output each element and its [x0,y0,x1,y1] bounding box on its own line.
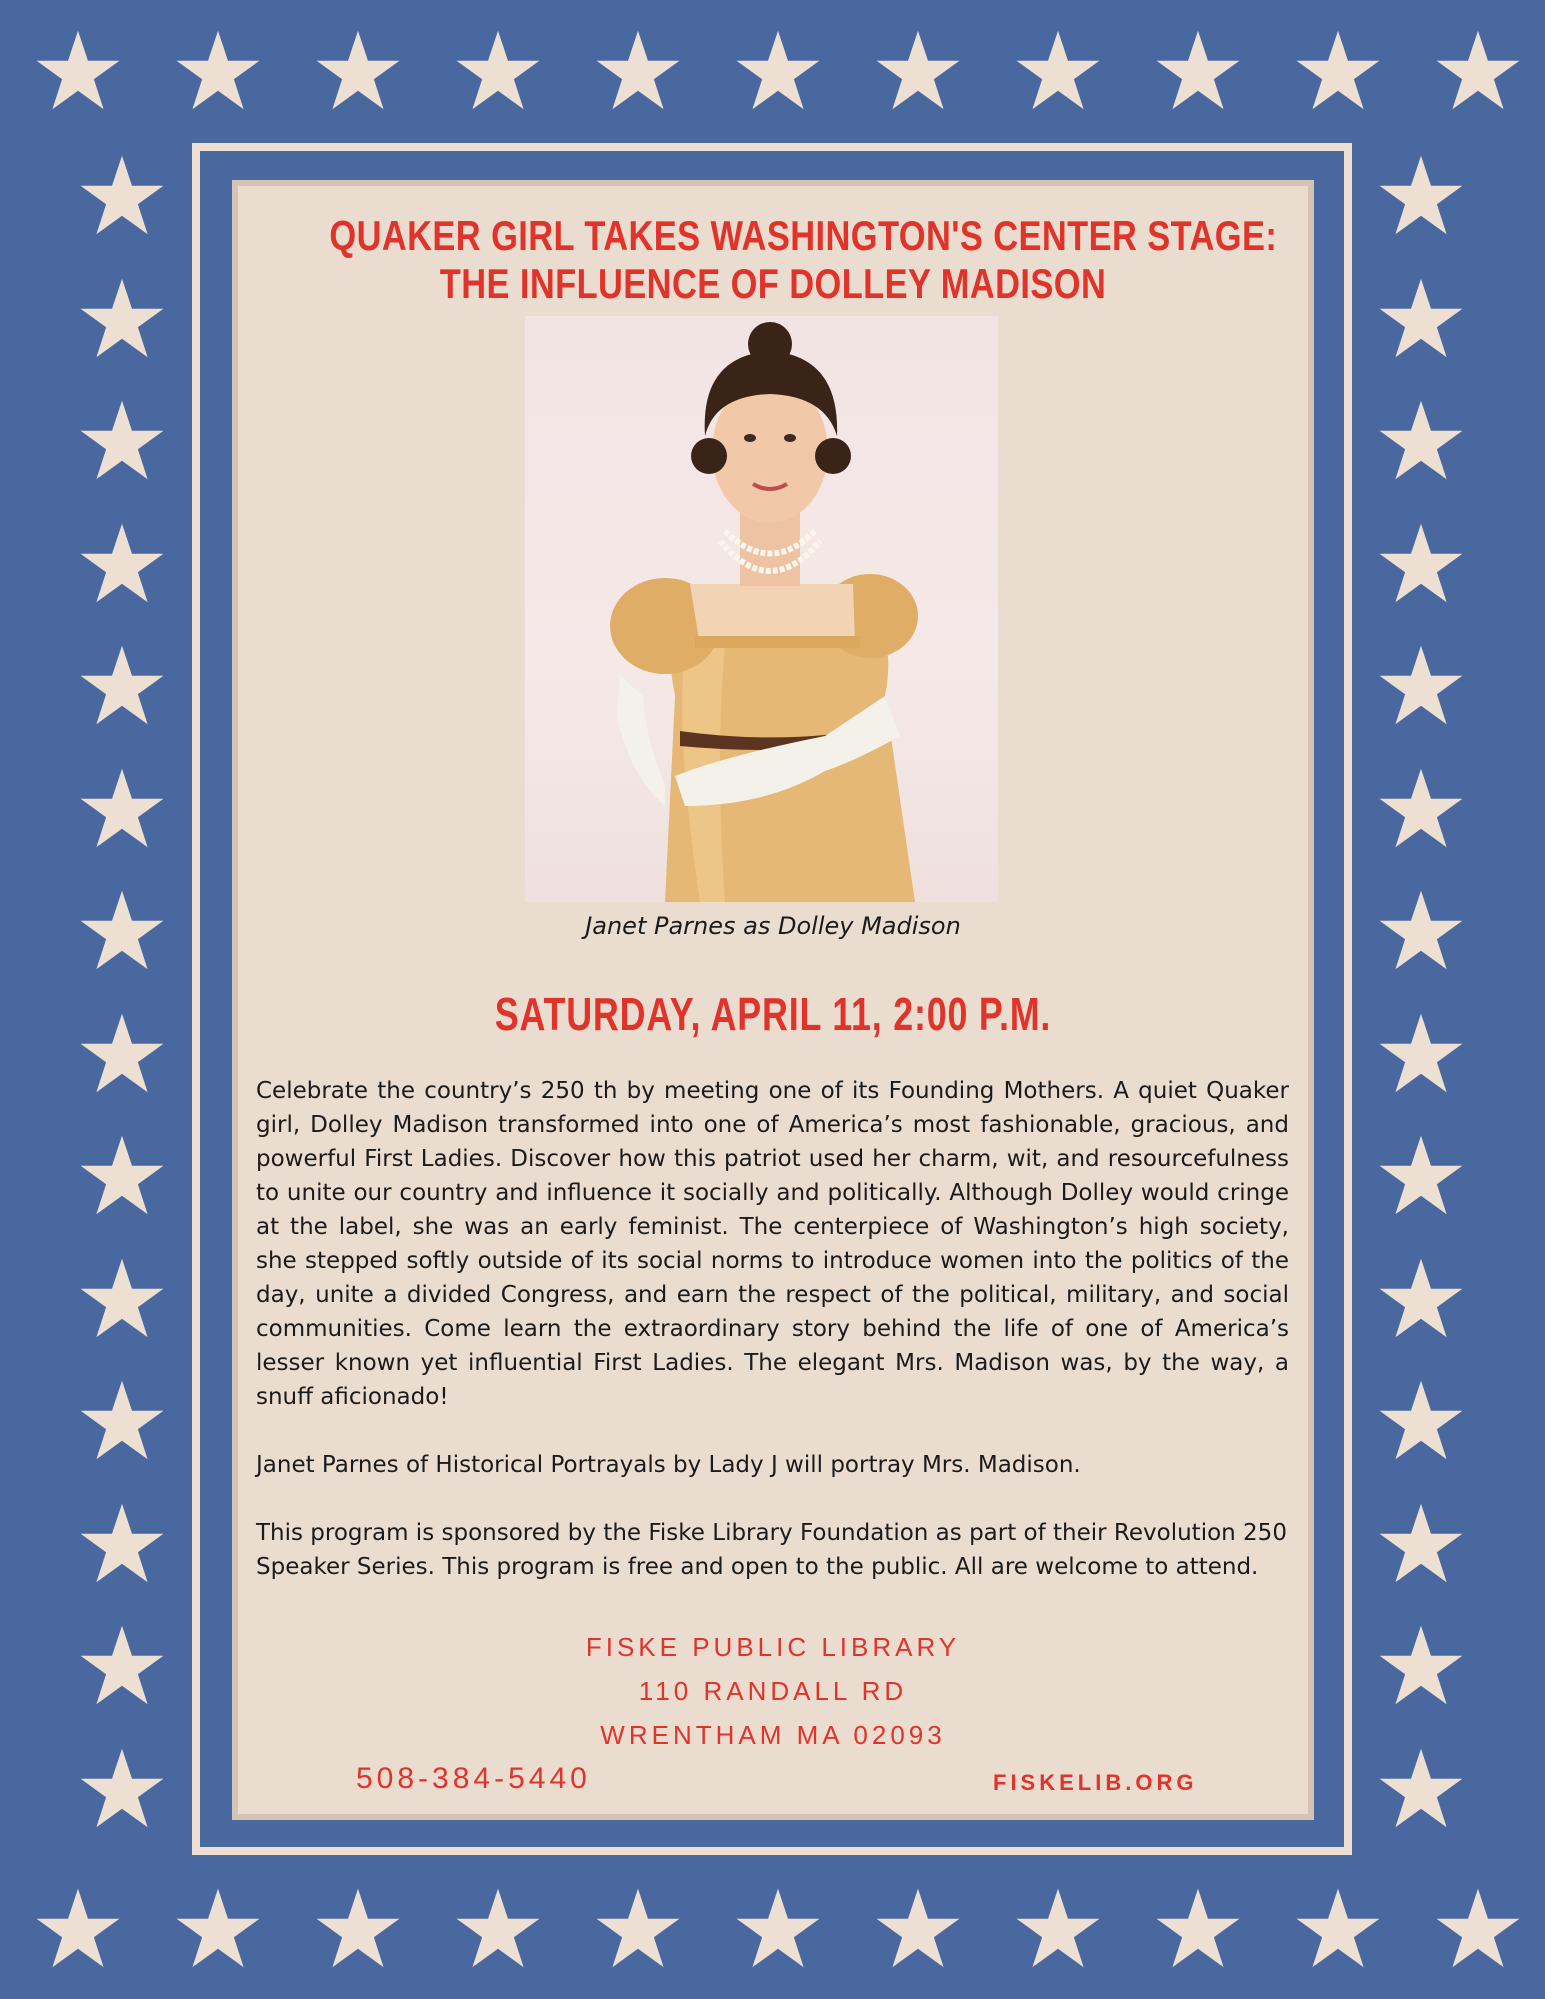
star-icon [1378,1747,1464,1829]
star-icon [875,29,961,111]
star-icon [735,29,821,111]
star-icon [79,644,165,726]
star-icon [79,154,165,236]
star-icon [1378,767,1464,849]
star-icon [1378,522,1464,604]
star-icon [79,1012,165,1094]
star-icon [1378,1257,1464,1339]
star-icon [735,1887,821,1969]
portrait-illustration [525,316,998,902]
star-icon [1378,154,1464,236]
star-icon [175,1887,261,1969]
star-icon [315,1887,401,1969]
star-icon [315,29,401,111]
star-icon [79,399,165,481]
star-icon [79,522,165,604]
title-line-2: THE INFLUENCE OF DOLLEY MADISON [439,260,1107,307]
star-icon [1435,1887,1521,1969]
star-icon [1155,1887,1241,1969]
star-icon [1378,399,1464,481]
event-title [329,212,1278,308]
star-icon [79,767,165,849]
star-icon [79,1747,165,1829]
portrait-photo [525,316,998,902]
star-icon [79,1379,165,1461]
event-description [256,1074,1289,1584]
star-icon [1295,29,1381,111]
star-icon [1378,644,1464,726]
star-icon [79,1624,165,1706]
website-link[interactable]: FISKELIB.ORG [993,1770,1198,1795]
star-icon [455,1887,541,1969]
library-address [232,1625,1314,1757]
star-icon [595,1887,681,1969]
star-icon [455,29,541,111]
star-icon [1378,1502,1464,1584]
event-date: SATURDAY, APRIL 11, 2:00 P.M. [494,988,1052,1040]
star-icon [1295,1887,1381,1969]
star-icon [1155,29,1241,111]
star-icon [35,1887,121,1969]
star-icon [1015,1887,1101,1969]
star-icon [1378,1624,1464,1706]
library-name: FISKE PUBLIC LIBRARY [585,1632,961,1662]
phone-number[interactable]: 508-384-5440 [356,1762,591,1795]
star-icon [1378,1134,1464,1216]
star-icon [79,277,165,359]
description-paragraph-1: Celebrate the country’s 250 th by meeting one of its Founding Mothers. A quiet Quaker girl, Dolley Madison transformed into one of America’s most fashionable, gracious, and powerful First Ladies. Discover how this patriot used her charm, wit, and resourcefulness to unite our country and influence it socially and politically. Although Dolley would cringe at the label, she was an early feminist. The centerpiece of Washington’s high society, she stepped softly outside of its social norms to introduce women into the politics of the day, unite a divided Congress, and earn the respect of the political, military, and social communities. Come learn the extraordinary story behind the life of one of America’s lesser known yet influential First Ladies. The elegant Mrs. Madison was, by the way, a snuff aficionado! [256,1078,1289,1410]
title-line-1: QUAKER GIRL TAKES WASHINGTON'S CENTER STAGE: [329,212,1278,259]
star-icon [79,1502,165,1584]
star-icon [79,1257,165,1339]
star-icon [1378,1012,1464,1094]
photo-caption: Janet Parnes as Dolley Madison [585,912,961,940]
star-icon [875,1887,961,1969]
star-icon [35,29,121,111]
description-paragraph-3: This program is sponsored by the Fiske Library Foundation as part of their Revolution 250 Speaker Series. This program is free and open to the public. All are welcome to attend. [256,1520,1287,1580]
description-paragraph-2: Janet Parnes of Historical Portrayals by Lady J will portray Mrs. Madison. [256,1452,1081,1478]
star-icon [1378,1379,1464,1461]
star-icon [79,1134,165,1216]
star-icon [1015,29,1101,111]
star-icon [175,29,261,111]
star-icon [1435,29,1521,111]
star-icon [595,29,681,111]
star-icon [1378,889,1464,971]
library-street: 110 RANDALL RD [638,1676,908,1706]
library-city: WRENTHAM MA 02093 [600,1720,946,1750]
star-icon [1378,277,1464,359]
star-icon [79,889,165,971]
